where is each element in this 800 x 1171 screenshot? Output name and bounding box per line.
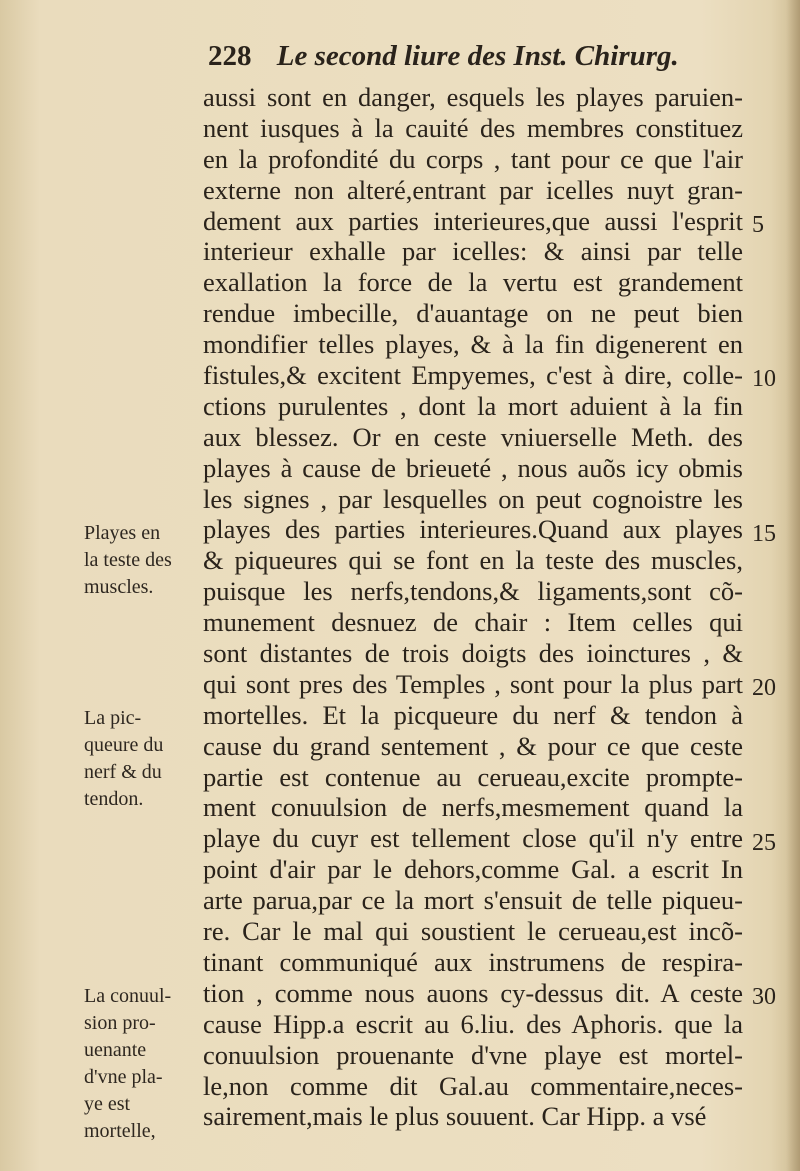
text-line: playes des parties interieures.Quand aux playes xyxy=(203,514,743,545)
text-line: ctions purulentes , dont la mort aduient à la fin xyxy=(203,390,743,421)
margin-note-line: queure du xyxy=(84,734,164,756)
text-line: mortelles. Et la picqueure du nerf & tendon à xyxy=(203,699,743,730)
page-number: 228 xyxy=(208,40,252,72)
margin-note xyxy=(84,705,206,813)
text-line: point d'air par le dehors,comme Gal. a escrit In xyxy=(203,854,743,885)
text-line: arte parua,par ce la mort s'ensuit de telle piqueu- xyxy=(203,885,743,916)
text-line: ment conuulsion de nerfs,mesmement quand la xyxy=(203,792,743,823)
text-line: dement aux parties interieures,que aussi l'esprit xyxy=(203,205,743,236)
running-header xyxy=(208,40,768,80)
text-line: interieur exhalle par icelles: & ainsi par telle xyxy=(203,236,743,267)
text-line: conuulsion prouenante d'vne playe est mortel- xyxy=(203,1039,743,1070)
running-title: Le second liure des Inst. Chirurg. xyxy=(276,40,679,72)
text-line: re. Car le mal qui soustient le cerueau,est incõ- xyxy=(203,916,743,947)
margin-note-line: muscles. xyxy=(84,575,154,598)
text-line: exallation la force de la vertu est grandement xyxy=(203,267,743,298)
margin-note-line: uenante xyxy=(84,1039,147,1062)
margin-note-line: Playes en xyxy=(84,521,161,544)
margin-note-line: la teste des xyxy=(84,548,172,571)
text-line: en la profondité du corps , tant pour ce que l'air xyxy=(203,143,743,174)
text-line: cause Hipp.a escrit au 6.liu. des Aphoris. que la xyxy=(203,1008,743,1039)
text-line: tinant communiqué aux instrumens de respira- xyxy=(203,946,743,977)
line-number: 30 xyxy=(752,984,776,1011)
text-line: aux blessez. Or en ceste vniuerselle Meth. des xyxy=(203,421,743,452)
margin-note-line: ye est xyxy=(84,1093,131,1116)
text-line: sairement,mais le plus souuent. Car Hipp. a vsé xyxy=(203,1101,707,1132)
text-line: cause du grand sentement , & pour ce que ceste xyxy=(203,730,743,761)
text-line: puisque les nerfs,tendons,& ligaments,sont cõ- xyxy=(203,576,743,607)
text-line: playes à cause de brieueté , nous auõs icy obmis xyxy=(203,452,743,483)
text-line: les signes , par lesquelles on peut cognoistre les xyxy=(203,483,743,514)
margin-note xyxy=(84,520,206,601)
text-line: le,non comme dit Gal.au commentaire,neces- xyxy=(203,1070,743,1101)
text-line: playe du cuyr est tellement close qu'il n'y entre xyxy=(203,823,743,854)
text-line: nent iusques à la cauité des membres constituez xyxy=(203,112,743,143)
text-line: aussi sont en danger, esquels les playes paruien- xyxy=(203,82,743,112)
text-line: externe non alteré,entrant par icelles nuyt gran- xyxy=(203,174,743,205)
margin-note-line: nerf & du xyxy=(84,761,162,783)
margin-note-line: d'vne pla- xyxy=(84,1066,163,1089)
line-number: 5 xyxy=(752,211,764,238)
line-number: 25 xyxy=(752,829,776,856)
text-line: partie est contenue au cerueau,excite prompte- xyxy=(203,761,743,792)
text-line: rendue imbecille, d'auantage on ne peut bien xyxy=(203,298,743,329)
margin-note-line: sion pro- xyxy=(84,1012,156,1035)
text-line: mondifier telles playes, & à la fin digenerent en xyxy=(203,329,743,360)
margin-note-line: La pic- xyxy=(84,707,142,729)
margin-note-line: mortelle, xyxy=(84,1120,156,1143)
main-text-block xyxy=(203,82,743,1132)
line-number: 15 xyxy=(752,520,776,547)
text-line: & piqueures qui se font en la teste des muscles, xyxy=(203,545,743,576)
text-line: munement desnuez de chair : Item celles qui xyxy=(203,607,743,638)
line-number: 10 xyxy=(752,366,776,393)
text-line: sont distantes de trois doigts des ioinctures , & xyxy=(203,638,743,669)
margin-note-line: tendon. xyxy=(84,788,144,810)
text-line: tion , comme nous auons cy-dessus dit. A ceste xyxy=(203,977,743,1008)
line-number: 20 xyxy=(752,675,776,702)
text-line: fistules,& excitent Empyemes, c'est à dire, colle- xyxy=(203,360,743,391)
margin-note xyxy=(84,983,206,1145)
text-line: qui sont pres des Temples , sont pour la plus part xyxy=(203,668,743,699)
margin-note-line: La conuul- xyxy=(84,985,172,1008)
